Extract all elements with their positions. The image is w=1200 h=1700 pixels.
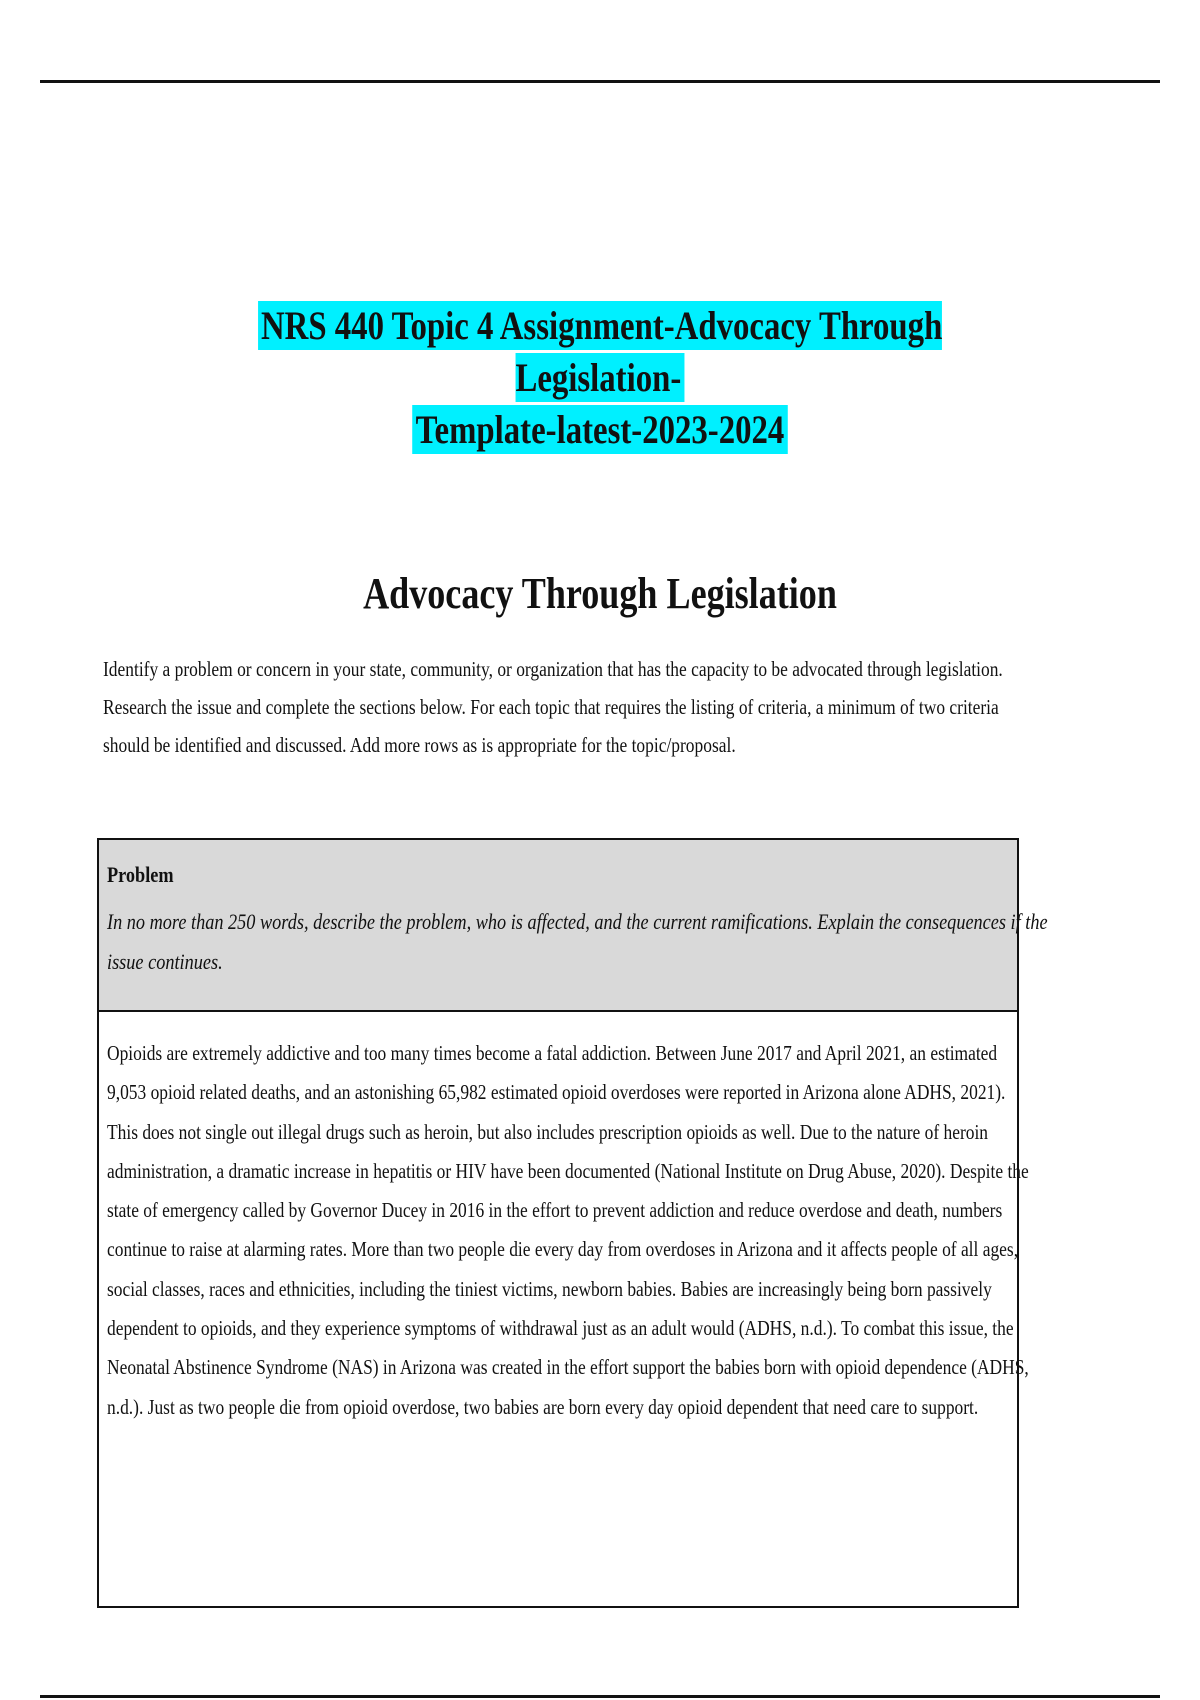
intro-line: Research the issue and complete the sections below. For each topic that requires the listing of criteria, a minimum of two criteria — [103, 695, 999, 719]
response-line: continue to raise at alarming rates. More than two people die every day from overdoses in Arizona and it affects people of all ages, — [107, 1237, 1019, 1262]
response-line: dependent to opioids, and they experience symptoms of withdrawal just as an adult would (ADHS, n.d.). To combat this issue, the — [107, 1316, 1014, 1341]
intro-line: Identify a problem or concern in your state, community, or organization that has the capacity to be advocated through legislation. — [103, 657, 1003, 681]
problem-label: Problem — [107, 862, 174, 887]
response-line: administration, a dramatic increase in hepatitis or HIV have been documented (National Institute on Drug Abuse, 2020). Despite the — [107, 1158, 1029, 1183]
instruction-line: issue continues. — [107, 949, 223, 974]
problem-response — [107, 1034, 1029, 1427]
response-line: This does not single out illegal drugs such as heroin, but also includes prescription opioids as well. Due to the nature of heroin — [107, 1119, 989, 1144]
response-line: Opioids are extremely addictive and too many times become a fatal addiction. Between June 2017 and April 2021, an estimated — [107, 1041, 998, 1065]
page-heading: Advocacy Through Legislation — [363, 569, 837, 618]
response-line: state of emergency called by Governor Ducey in 2016 in the effort to prevent addiction and reduce overdose and death, numbers — [107, 1198, 1003, 1223]
intro-paragraph — [103, 650, 1033, 764]
response-line: 9,053 opioid related deaths, and an astonishing 65,982 estimated opioid overdoses were reported in Arizona alone ADHS, 2021). — [107, 1080, 1006, 1105]
title-line-1: NRS 440 Topic 4 Assignment-Advocacy Through Legislation- — [258, 301, 943, 402]
response-line: n.d.). Just as two people die from opioid overdose, two babies are born every day opioid dependent that need care to support. — [107, 1394, 979, 1419]
intro-line: should be identified and discussed. Add more rows as is appropriate for the topic/proposal. — [103, 733, 736, 757]
problem-header-cell — [99, 840, 1048, 1012]
top-rule — [40, 80, 1160, 83]
instruction-line: In no more than 250 words, describe the problem, who is affected, and the current ramifications. Explain the consequences if the — [107, 909, 1048, 934]
problem-table — [97, 838, 1048, 1608]
title-line-2: Template-latest-2023-2024 — [412, 405, 787, 454]
problem-body-cell[interactable] — [99, 1012, 1029, 1427]
response-line: social classes, races and ethnicities, including the tiniest victims, newborn babies. Babies are increasingly being born passively — [107, 1276, 992, 1301]
bottom-rule — [40, 1695, 1160, 1698]
problem-instructions — [107, 902, 1048, 982]
response-line: Neonatal Abstinence Syndrome (NAS) in Arizona was created in the effort support the babies born with opioid dependence (ADHS, — [107, 1355, 1029, 1380]
document-title — [190, 300, 1010, 456]
